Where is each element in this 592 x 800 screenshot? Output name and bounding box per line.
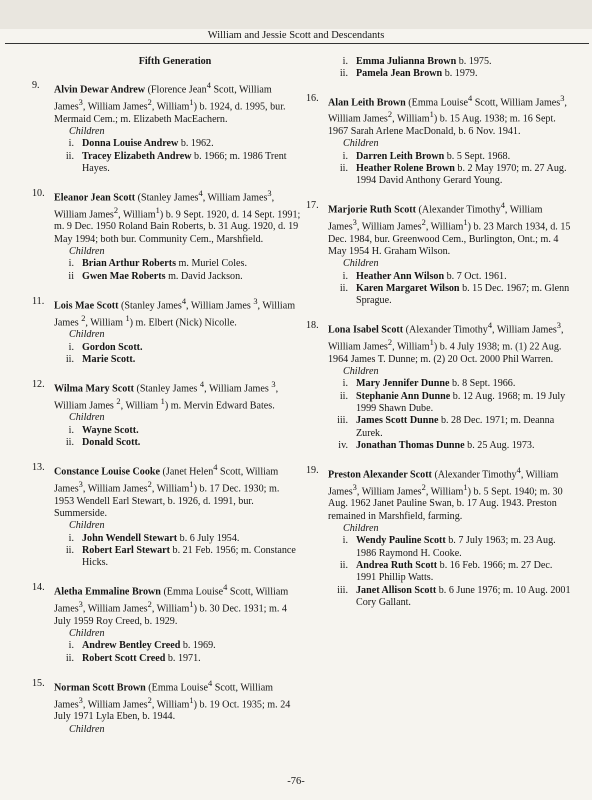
child-details: b. 1969.	[180, 640, 216, 652]
child-row	[328, 163, 572, 188]
child-name: Donna Louise Andrew	[82, 138, 179, 150]
lineage-text: , William James	[328, 204, 543, 233]
running-header: William and Jessie Scott and Descendants	[207, 30, 385, 41]
child-text	[82, 138, 302, 150]
lineage-text: , William	[151, 483, 190, 495]
child-numeral: ii.	[65, 652, 74, 664]
child-row	[328, 415, 572, 440]
children-label: Children	[343, 523, 379, 535]
child-text	[82, 653, 302, 665]
lineage-text: (Florence Jean	[145, 84, 207, 96]
generation-superscript: 3	[556, 321, 561, 331]
generation-superscript: 3	[78, 479, 83, 489]
child-name: Stephanie Ann Dunne	[356, 390, 451, 402]
genealogy-entry	[32, 379, 302, 449]
scan-top-margin	[0, 0, 592, 29]
generation-superscript: 4	[223, 583, 228, 593]
children-label: Children	[69, 628, 105, 639]
lineage-text: , William	[425, 486, 464, 498]
child-name: Brian Arthur Roberts	[82, 258, 177, 270]
person-name: Alan Leith Brown	[328, 96, 406, 108]
lineage-text: , William James	[204, 383, 272, 395]
entry-number: 10.	[32, 188, 45, 200]
child-text	[82, 151, 302, 176]
lineage-text: ) b. 5 Sept. 1940; m. 30 Aug. 1962 Janet Pauline Swan, b. 17 Aug. 1943. Preston remained in Marshfield, farming.	[328, 486, 563, 522]
children-label: Children	[69, 329, 105, 341]
genealogy-entry	[306, 320, 572, 452]
child-row	[54, 653, 302, 665]
child-name: Robert Earl Stewart	[82, 544, 171, 556]
generation-superscript: 3	[78, 97, 83, 107]
generation-superscript: 1	[160, 396, 165, 406]
entry-description	[54, 80, 302, 126]
child-numeral: i.	[342, 150, 348, 162]
generation-superscript: 1	[189, 695, 194, 705]
lineage-text: , William	[392, 341, 430, 353]
child-text	[356, 163, 572, 188]
generation-superscript: 1	[429, 338, 434, 348]
child-numeral: ii.	[339, 559, 348, 571]
lineage-text: ) m. Mervin Edward Bates.	[164, 400, 275, 412]
genealogy-entry	[306, 93, 572, 188]
lineage-text: ) b. 9 Sept. 1920, d. 14 Sept. 1991; m. 9 Dec. 1950 Roland Bain Roberts, b. 31 Aug. 1920, d. 19 May 1994; both bur. Community Cem., Marshfield.	[54, 209, 301, 245]
person-name: Lona Isabel Scott	[328, 324, 404, 336]
child-row	[328, 271, 572, 283]
child-row	[54, 437, 302, 449]
page-number: -76-	[287, 776, 305, 787]
generation-superscript: 1	[155, 205, 160, 215]
genealogy-entry	[32, 296, 302, 366]
lineage-text: Scott, William James	[54, 84, 272, 113]
lineage-text: Scott, William James	[472, 96, 561, 108]
child-details: b. 16 Feb. 1966; m. 27 Dec. 1991 Phillip Watts.	[356, 559, 553, 584]
lineage-text: (Stanley James	[118, 300, 182, 312]
entry-description	[54, 296, 302, 329]
child-numeral: i.	[68, 138, 74, 150]
child-numeral: i.	[68, 258, 74, 270]
child-numeral: i.	[342, 535, 348, 547]
child-name: John Wendell Stewart	[82, 532, 178, 544]
child-text	[356, 56, 572, 68]
generation-superscript: 4	[206, 81, 211, 91]
child-text	[82, 437, 302, 449]
entry-body	[328, 465, 572, 609]
child-name: Karen Margaret Wilson	[356, 282, 460, 294]
lineage-text: , William James	[186, 300, 254, 312]
generation-superscript: 2	[81, 313, 86, 323]
child-text	[82, 425, 302, 437]
child-row	[54, 354, 302, 366]
lineage-text: ) m. Elbert (Nick) Nicolle.	[129, 316, 237, 328]
child-details: b. 1971.	[165, 652, 201, 664]
child-text	[356, 585, 572, 610]
child-row	[54, 258, 302, 270]
generation-superscript: 3	[78, 600, 83, 610]
child-numeral: iii.	[337, 415, 348, 427]
person-name: Marjorie Ruth Scott	[328, 204, 417, 216]
child-numeral: ii.	[65, 437, 74, 448]
lineage-text: , William James	[54, 383, 279, 412]
generation-title: Fifth Generation	[138, 56, 212, 67]
entry-number: 19.	[306, 465, 319, 477]
generation-superscript: 4	[181, 296, 187, 306]
person-name: Preston Alexander Scott	[328, 469, 432, 481]
lineage-text: ) b. 19 Oct. 1935; m. 24 July 1971 Lyla Eben, b. 1944.	[54, 698, 291, 723]
header-rule	[5, 43, 589, 44]
child-details: b. 25 Aug. 1973.	[464, 439, 535, 451]
child-row	[328, 378, 572, 390]
person-name: Aletha Emmaline Brown	[54, 586, 161, 598]
generation-superscript: 1	[463, 482, 468, 492]
child-details: b. 6 July 1954.	[177, 532, 240, 544]
children-label: Children	[69, 412, 105, 424]
child-row	[54, 533, 302, 545]
child-numeral: ii.	[339, 162, 348, 174]
child-numeral: ii.	[339, 68, 348, 80]
children-label: Children	[69, 246, 105, 257]
child-details: m. Muriel Coles.	[176, 258, 247, 270]
lineage-text: , William James	[54, 300, 296, 328]
entry-number: 15.	[32, 677, 45, 689]
generation-superscript: 3	[78, 695, 83, 705]
child-details: b. 1966; m. 1986 Trent Hayes.	[82, 150, 287, 174]
child-text	[356, 378, 572, 390]
child-details: b. 1979.	[442, 68, 478, 80]
child-row	[54, 545, 302, 570]
lineage-text: ) b. 15 Aug. 1938; m. 16 Sept. 1967 Sarah Arlene MacDonald, b. 6 Nov. 1941.	[328, 113, 556, 137]
lineage-text: ) b. 1924, d. 1995, bur. Mermaid Cem.; m. Elizabeth MacEachern.	[54, 101, 286, 125]
child-numeral: i.	[68, 424, 74, 436]
generation-superscript: 3	[560, 93, 565, 103]
generation-superscript: 4	[208, 678, 213, 688]
generation-superscript: 3	[253, 296, 258, 306]
child-text	[82, 342, 302, 354]
child-details: b. 2 May 1970; m. 27 Aug. 1994 David Anthony Gerard Young.	[356, 162, 567, 187]
entry-body	[328, 93, 572, 188]
child-numeral: iv.	[338, 439, 348, 451]
child-details: b. 1975.	[456, 56, 492, 67]
child-name: Heather Ann Wilson	[356, 270, 445, 282]
lineage-text: , William	[120, 400, 161, 412]
child-text	[82, 258, 302, 270]
generation-superscript: 4	[468, 93, 473, 103]
lineage-text: , William James	[328, 469, 559, 498]
entry-number: 13.	[32, 462, 45, 474]
generation-superscript: 2	[147, 479, 152, 489]
child-text	[356, 391, 572, 416]
child-name: James Scott Dunne	[356, 415, 439, 427]
child-text	[82, 533, 302, 545]
genealogy-entry	[306, 465, 572, 609]
entry-number: 16.	[306, 92, 319, 104]
lineage-text: , William James	[82, 101, 148, 113]
lineage-text: (Janet Helen	[160, 466, 214, 478]
person-name: Alvin Dewar Andrew	[54, 84, 146, 96]
entry-body	[54, 379, 302, 449]
left-entries	[32, 80, 302, 736]
lineage-text: (Alexander Timothy	[416, 204, 501, 216]
child-text	[82, 545, 302, 570]
child-name: Andrew Bentley Creed	[82, 640, 181, 652]
person-name: Wilma Mary Scott	[54, 383, 134, 395]
generation-superscript: 4	[213, 463, 218, 473]
lineage-text: , William James	[202, 192, 268, 204]
lineage-text: , William James	[82, 698, 148, 710]
lineage-text: (Emma Louise	[145, 682, 209, 694]
child-text	[356, 560, 572, 585]
child-numeral: i.	[342, 270, 348, 282]
lineage-text: , William	[392, 113, 430, 125]
child-name: Jonathan Thomas Dunne	[356, 439, 465, 451]
lineage-text: , William James	[356, 221, 422, 233]
generation-superscript: 1	[125, 313, 130, 323]
generation-superscript: 1	[189, 479, 194, 489]
child-row	[328, 151, 572, 163]
generation-superscript: 1	[463, 218, 468, 228]
child-text	[356, 415, 572, 440]
entry-number: 11.	[32, 295, 45, 307]
right-entries	[306, 93, 572, 610]
entry-number: 9.	[32, 80, 40, 92]
lineage-text: (Alexander Timothy	[403, 324, 488, 336]
generation-superscript: 4	[516, 466, 521, 476]
entry-body	[54, 296, 302, 366]
child-row	[328, 391, 572, 416]
child-text	[356, 283, 572, 308]
children-label: Children	[343, 138, 379, 150]
child-numeral: ii.	[339, 282, 348, 294]
entry-description	[328, 320, 572, 366]
children-label: Children	[69, 723, 105, 735]
lineage-text: , William	[151, 603, 190, 615]
generation-superscript: 2	[421, 218, 426, 228]
generation-superscript: 2	[113, 205, 119, 215]
person-name: Lois Mae Scott	[54, 300, 119, 312]
entry-description	[328, 93, 572, 139]
child-name: Emma Julianna Brown	[356, 56, 457, 67]
lineage-text: , William James	[82, 603, 148, 615]
child-row	[328, 535, 572, 560]
lineage-text: , William James	[328, 96, 567, 125]
child-numeral: ii.	[65, 353, 74, 365]
lineage-text: Scott, William James	[54, 466, 279, 495]
genealogy-entry	[32, 582, 302, 665]
child-details: b. 5 Sept. 1968.	[444, 150, 511, 162]
child-numeral: i.	[342, 378, 348, 390]
lineage-text: ) b. 30 Dec. 1931; m. 4 July 1959 Roy Creed, b. 1929.	[54, 603, 287, 627]
child-row	[54, 271, 302, 283]
child-name: Pamela Jean Brown	[356, 68, 443, 80]
child-details: b. 21 Feb. 1956; m. Constance Hicks.	[82, 544, 296, 569]
entry-body	[54, 462, 302, 569]
child-row	[328, 68, 572, 80]
child-text	[356, 440, 572, 452]
lineage-text: , William	[151, 698, 190, 710]
child-details: b. 15 Dec. 1967; m. Glenn Sprague.	[356, 282, 570, 307]
lineage-text: (Stanley James	[134, 383, 200, 395]
child-details: b. 8 Sept. 1966.	[449, 378, 516, 390]
genealogy-entry	[32, 80, 302, 175]
child-details: b. 6 June 1976; m. 10 Aug. 2001 Cory Gallant.	[356, 584, 571, 608]
entry-number: 12.	[32, 379, 45, 391]
lineage-text: , William	[425, 221, 464, 233]
child-text	[82, 271, 302, 283]
child-numeral: i.	[68, 341, 74, 353]
child-numeral: i.	[342, 56, 348, 67]
entry-description	[54, 462, 302, 520]
entry-description	[328, 465, 572, 523]
child-numeral: ii	[68, 270, 74, 282]
lineage-text: , William James	[328, 324, 564, 353]
child-name: Andrea Ruth Scott	[356, 559, 438, 571]
continued-children	[306, 56, 572, 81]
children-label: Children	[69, 125, 105, 137]
generation-superscript: 2	[147, 695, 152, 705]
lineage-text: , William	[118, 209, 156, 221]
entry-body	[328, 200, 572, 307]
child-name: Robert Scott Creed	[82, 652, 166, 664]
generation-superscript: 2	[387, 110, 393, 120]
entry-number: 17.	[306, 200, 319, 212]
entry-body	[54, 582, 302, 665]
child-text	[356, 535, 572, 560]
child-numeral: ii.	[339, 390, 348, 402]
entry-description	[328, 200, 572, 258]
lineage-text: , William	[151, 101, 190, 113]
children-label: Children	[69, 520, 105, 532]
child-text	[356, 151, 572, 163]
generation-superscript: 2	[116, 396, 121, 406]
child-name: Gordon Scott.	[82, 341, 143, 353]
generation-superscript: 2	[147, 97, 152, 107]
child-details: b. 12 Aug. 1968; m. 19 July 1999 Shawn Dube.	[356, 390, 566, 414]
lineage-text: , William James	[492, 324, 557, 336]
lineage-text: , William James	[54, 192, 275, 221]
generation-superscript: 2	[387, 338, 393, 348]
child-name: Heather Rolene Brown	[356, 162, 455, 174]
child-name: Wendy Pauline Scott	[356, 535, 446, 547]
child-name: Wayne Scott.	[82, 424, 139, 436]
genealogy-entry	[32, 678, 302, 736]
child-row	[328, 560, 572, 585]
generation-superscript: 1	[189, 600, 194, 610]
right-column	[306, 56, 572, 622]
genealogy-entry	[32, 462, 302, 569]
generation-superscript: 4	[199, 380, 205, 390]
generation-superscript: 4	[198, 189, 203, 199]
lineage-text: (Emma Louise	[405, 96, 469, 108]
lineage-text: ) b. 4 July 1938; m. (1) 22 Aug. 1964 James T. Dunne; m. (2) 20 Oct. 2000 Phil Warren.	[328, 341, 562, 365]
generation-superscript: 2	[421, 482, 426, 492]
child-row	[328, 585, 572, 610]
child-row	[54, 640, 302, 652]
person-name: Eleanor Jean Scott	[54, 192, 136, 204]
child-text	[82, 640, 302, 652]
child-name: Marie Scott.	[82, 353, 136, 365]
generation-superscript: 4	[487, 321, 493, 331]
generation-superscript: 1	[189, 97, 194, 107]
generation-superscript: 3	[267, 189, 272, 199]
entry-number: 18.	[306, 320, 319, 332]
lineage-text: Scott, William James	[54, 682, 274, 710]
entry-body	[328, 320, 572, 452]
child-details: m. David Jackson.	[165, 270, 243, 282]
children-label: Children	[343, 258, 379, 270]
child-numeral: iii.	[337, 584, 348, 596]
child-name: Darren Leith Brown	[356, 150, 445, 162]
child-name: Mary Jennifer Dunne	[356, 378, 450, 390]
child-row	[328, 56, 572, 68]
lineage-text: ) b. 23 March 1934, d. 15 Dec. 1984, bur. Greenwood Cem., Burlington, Ont.; m. 4 May 1954 H. Graham Wilson.	[328, 221, 571, 257]
lineage-text: , William James	[82, 483, 148, 495]
person-name: Constance Louise Cooke	[54, 466, 160, 478]
child-name: Donald Scott.	[82, 437, 141, 448]
child-numeral: i.	[68, 532, 74, 544]
child-numeral: i.	[68, 640, 74, 652]
child-row	[54, 138, 302, 150]
genealogy-entry	[32, 188, 302, 283]
child-text	[356, 271, 572, 283]
child-name: Janet Allison Scott	[356, 584, 437, 596]
child-numeral: ii.	[65, 150, 74, 162]
child-details: b. 7 July 1963; m. 23 Aug. 1986 Raymond H. Cooke.	[356, 535, 556, 559]
generation-superscript: 3	[352, 482, 357, 492]
entry-number: 14.	[32, 582, 45, 594]
lineage-text: , William	[85, 316, 126, 328]
child-details: b. 1962.	[178, 138, 214, 150]
child-row	[328, 283, 572, 308]
child-row	[54, 425, 302, 437]
generation-superscript: 4	[500, 201, 505, 211]
generation-superscript: 1	[429, 110, 434, 120]
child-name: Gwen Mae Roberts	[82, 270, 166, 282]
entry-body	[54, 678, 302, 736]
genealogy-entry	[306, 200, 572, 307]
child-numeral: ii.	[65, 544, 74, 556]
entry-description	[54, 582, 302, 628]
child-row	[54, 151, 302, 176]
person-name: Norman Scott Brown	[54, 682, 146, 694]
child-details: b. 28 Dec. 1971; m. Deanna Zurek.	[356, 415, 555, 439]
entry-body	[54, 188, 302, 283]
generation-superscript: 3	[352, 218, 357, 228]
entry-description	[54, 188, 302, 246]
entry-description	[54, 379, 302, 412]
child-details: b. 7 Oct. 1961.	[444, 270, 507, 282]
entry-body	[54, 80, 302, 175]
children-label: Children	[343, 366, 379, 378]
lineage-text: (Emma Louise	[160, 586, 224, 598]
left-column	[32, 56, 302, 749]
child-name: Tracey Elizabeth Andrew	[82, 150, 192, 162]
child-text	[82, 354, 302, 366]
child-row	[54, 342, 302, 354]
lineage-text: , William James	[356, 486, 422, 498]
generation-superscript: 3	[271, 380, 276, 390]
lineage-text: Scott, William James	[54, 586, 289, 615]
entry-description	[54, 678, 302, 724]
generation-superscript: 2	[147, 600, 152, 610]
lineage-text: (Stanley James	[135, 192, 199, 204]
lineage-text: (Alexander Timothy	[431, 469, 517, 481]
child-row	[328, 440, 572, 452]
lineage-text: ) b. 17 Dec. 1930; m. 1953 Wendell Earl Stewart, b. 1926, d. 1991, bur. Summerside.	[54, 483, 280, 519]
child-text	[356, 68, 572, 80]
